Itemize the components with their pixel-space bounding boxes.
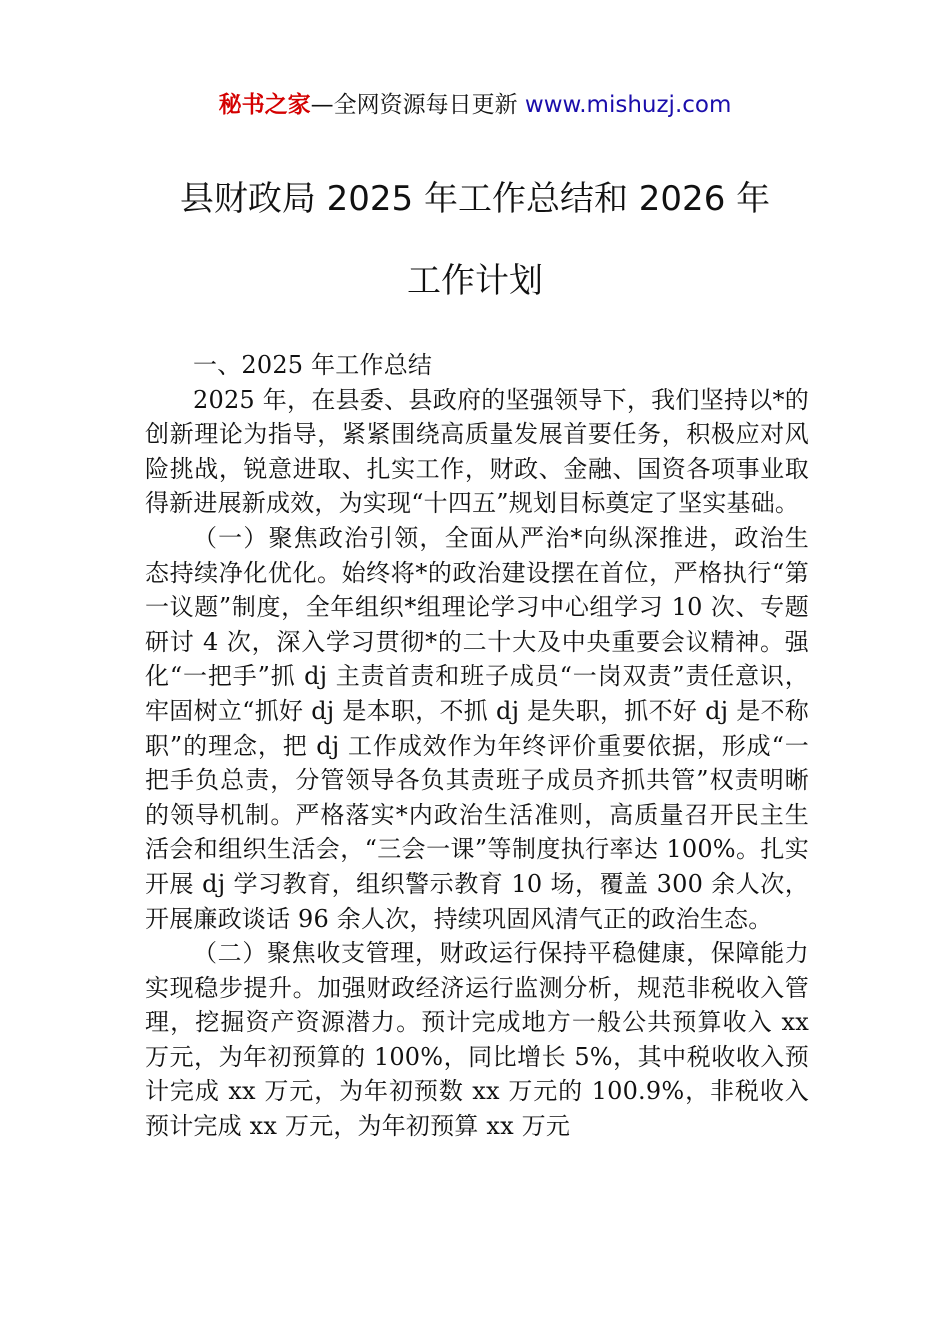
title-line-2: 工作计划 [407, 261, 543, 301]
title-line-1: 县财政局 2025 年工作总结和 2026 年 [179, 179, 771, 219]
site-url-link[interactable]: www.mishuzj.com [524, 92, 732, 118]
site-header [0, 88, 950, 122]
site-tagline: —全网资源每日更新 [310, 92, 518, 118]
site-brand: 秘书之家 [218, 92, 311, 118]
paragraph-fiscal: （二）聚焦收支管理，财政运行保持平稳健康，保障能力实现稳步提升。加强财政经济运行监测分析，规范非税收入管理，挖掘资产资源潜力。预计完成地方一般公共预算收入 xx 万元，为年初预算的 100%，同比增长 5%，其中税收收入预计完成 xx 万元，为年初预数 xx 万元的 100.9%，非税收入预计完成 xx 万元，为年初预算 xx 万元 [145, 939, 809, 1141]
document-body [145, 348, 809, 1144]
paragraph-political: （一）聚焦政治引领，全面从严治*向纵深推进，政治生态持续净化优化。始终将*的政治建设摆在首位，严格执行“第一议题”制度，全年组织*组理论学习中心组学习 10 次、专题研讨 4 次，深入学习贯彻*的二十大及中央重要会议精神。强化“一把手”抓 dj 主责首责和班子成员“一岗双责”责任意识，牢固树立“抓好 dj 是本职，不抓 dj 是失职，抓不好 dj 是不称职”的理念，把 dj 工作成效作为年终评价重要依据，形成“一把手负总责，分管领导各负其责班子成员齐抓共管”权责明晰的领导机制。严格落实*内政治生活准则，高质量召开民主生活会和组织生活会，“三会一课”等制度执行率达 100%。扎实开展 dj 学习教育，组织警示教育 10 场，覆盖 300 余人次，开展廉政谈话 96 余人次，持续巩固风清气正的政治生态。 [145, 523, 809, 933]
section-heading: 一、2025 年工作总结 [193, 351, 433, 379]
document-title [80, 158, 870, 322]
paragraph-intro: 2025 年，在县委、县政府的坚强领导下，我们坚持以*的创新理论为指导，紧紧围绕高质量发展首要任务，积极应对风险挑战，锐意进取、扎实工作，财政、金融、国资各项事业取得新进展新成效，为实现“十四五”规划目标奠定了坚实基础。 [145, 385, 809, 518]
